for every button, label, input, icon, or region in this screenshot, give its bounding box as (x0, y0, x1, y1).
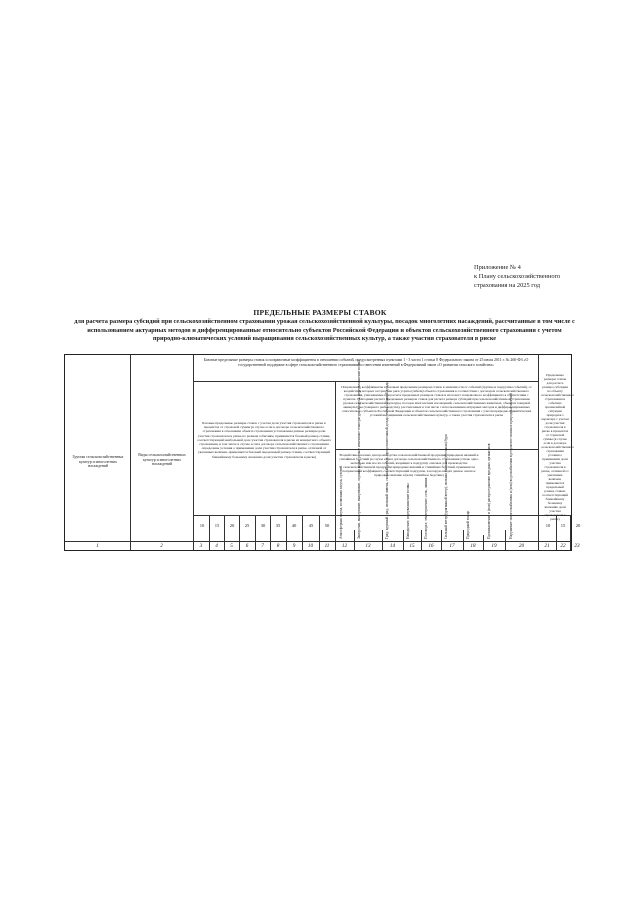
column-number: 19 (491, 543, 497, 549)
right-share-value: 20 (575, 523, 581, 528)
event-hail: Град, крупный град, сильный ливень, сильный дождь, продолжительный дождь, очень сильный дождь (385, 382, 389, 539)
column-number: 4 (215, 543, 218, 549)
header-correction-coefficients: Поправочные коэффициенты к базовым предельным размерам ставок в зависимости от событий (группы и подгруппы событий), от воздействия которых застрахован риск утраты (гибели) объекта страхования в соответствии с договором сельскохозяйственного страхования, учитываемые при расчете предельных размеров ставок и итогового поправочного коэффициента в соответствии с пунктом 1 Методики расчета предельных размеров ставок для расчета размера субсидий при сельскохозяйственном страховании урожая сельскохозяйственной культуры, посадок многолетних насаждений, сельскохозяйственных животных, объектов товарной аквакультуры (товарного рыбоводства), рассчитанных в том числе с использованием актуарных методов и дифференцированных относительно субъектов Российской Федерации и объектов сельскохозяйственного страхования с учетом природно-климатических условий выращивания сельскохозяйственных культур, а также участия страхователя в риске (341, 385, 532, 417)
column-number: 15 (409, 543, 415, 549)
table-hline (193, 381, 538, 382)
event-wind: Сильный ветер (ураганный ветер), сильная пыльная (песчаная) буря (444, 434, 448, 539)
column-number: 1 (96, 543, 99, 549)
share-value: 30 (260, 523, 266, 528)
header-base-rates: Базовые предельные размеры ставок с учетом доли участия страхователя в риске в процентах от страховой суммы (в случае если в договоре сельскохозяйственного страхования в отношении объекта страхования установлены разные размеры доли участия страхователя в риске по разным событиям, применяется базовый размер ставки, соответствующий наибольшей доле участия страхователя в риске из конкретного объекта страхования, в том числе в случае если в договоре сельскохозяйственного страхования определены условия о применении доли участия страхователя в риске, отличной от указанных величин, применяется базовый предельный размер ставки, соответствующий ближайшему большему значению доли участия страхователя в риске) (197, 421, 331, 459)
annex-line-1: Приложение № 4 (474, 264, 521, 271)
header-natural-hazards: Воздействие опасных для производства сельскохозяйственной продукции природных явлений и стихийных бедствий (в случае если в договоре сельскохозяйственного страхования учтено одно, несколько или все из событий, входящих в подгруппу опасных для производства сельскохозяйственной продукции природных явлений и стихийных бедствий, применяется поправочный коэффициент, соответствующий подгруппе, в которую входит данное опасное природное явление и (или) стихийное бедствие) (339, 453, 479, 477)
table-hline (335, 449, 538, 450)
header-rate-limits: Предельные размеры ставок для расчета размера субсидии по объекту сельскохозяйственного страхования и событию чрезвычайной ситуации природного характера с учетом доли участия страхователя в риске в процентах от страховой суммы (в случае если в договоре сельскохозяйственного страхования условия о применении доли участия страхователя в риске, отличной от указанных величин, применяется предельный размер ставки, соответствующий ближайшему большему значению доли участия страхователя в риске) (541, 373, 575, 521)
event-pests: Проникновение и (или) распространение вредных организмов (487, 443, 491, 539)
column-number: 2 (160, 543, 163, 549)
share-value: 15 (214, 523, 220, 528)
table-vline (193, 355, 194, 550)
share-value: 50 (324, 523, 330, 528)
table-vline (335, 381, 336, 550)
column-number: 21 (544, 543, 550, 549)
share-value: 20 (229, 523, 235, 528)
table-hline (193, 515, 571, 516)
column-number: 9 (292, 543, 296, 549)
right-share-value: 10 (545, 523, 551, 528)
column-number: 8 (276, 543, 280, 549)
table-hline (65, 541, 571, 542)
event-drought: Атмосферная засуха, почвенная засуха, суховей (339, 465, 343, 539)
column-number: 3 (199, 543, 203, 549)
column-number: 13 (365, 543, 371, 549)
share-value: 45 (308, 523, 314, 528)
column-number: 22 (560, 543, 566, 549)
table-vline (538, 355, 539, 550)
right-share-value: 15 (560, 523, 566, 528)
event-frost: Заморозки, вымерзание, выпревание, ледяная корка, резкое изменение температуры воздуха, переувлажнение почвы (357, 360, 361, 539)
event-fire: Природный пожар (466, 510, 470, 539)
column-number: 16 (428, 543, 434, 549)
column-number: 6 (245, 543, 249, 549)
rates-table (64, 354, 581, 551)
column-number: 23 (574, 543, 580, 549)
header-crop-types: Виды сельскохозяйственных культур и многолетних насаждений (138, 453, 186, 467)
annex-line-2: к Плану сельскохозяйственного (474, 273, 561, 280)
annex-note (474, 263, 624, 290)
share-value: 35 (275, 523, 281, 528)
document-title: ПРЕДЕЛЬНЫЕ РАЗМЕРЫ СТАВОК (253, 308, 387, 317)
table-vline (130, 355, 131, 550)
column-number: 7 (261, 543, 264, 549)
column-number: 11 (324, 543, 330, 549)
column-number: 5 (230, 543, 233, 549)
column-number: 17 (449, 543, 455, 549)
share-value: 10 (199, 523, 205, 528)
column-number: 18 (470, 543, 476, 549)
column-number: 14 (389, 543, 396, 549)
header-crop-groups: Группы сельскохозяйственных культур и многолетних насаждений (72, 455, 124, 469)
event-earthquake: Половодье, землетрясение, сель, лавина (424, 477, 428, 539)
column-number: 20 (518, 543, 525, 549)
annex-line-3: страхования на 2025 год (474, 282, 540, 289)
share-value: 25 (244, 523, 250, 528)
event-power-outage: Нарушение энергоснабжения и (или) водоснабжения в результате опасных природных явлений (509, 393, 513, 539)
share-value: 40 (291, 523, 297, 528)
event-flood: Наводнение, переувлажнение почвы (406, 483, 410, 539)
header-base-rates-and-coefficients: Базовые предельные размеры ставок и поправочные коэффициенты в отношении событий, предусмотренных пунктами 1 - 3 части 1 статьи 8 Федерального закона от 25 июля 2011 г. № 260-ФЗ «О государственной поддержке в сфере сельскохозяйственного страхования и о внесении изменений в Федеральный закон «О развитии сельского хозяйства» (203, 358, 529, 367)
document-subtitle: для расчета размера субсидий при сельскохозяйственном страховании урожая сельскохозяйственной культуры, посадок многолетних насаждений, рассчитанные в том числе с использованием актуарных методов и дифференцированные относительно субъектов Российской Федерации и объектов сельскохозяйственного страхования с учетом природно-климатических условий выращивания сельскохозяйственных культур, а также участия страхователя в риске (74, 318, 575, 343)
column-number: 12 (341, 543, 348, 549)
column-number: 10 (307, 543, 314, 549)
